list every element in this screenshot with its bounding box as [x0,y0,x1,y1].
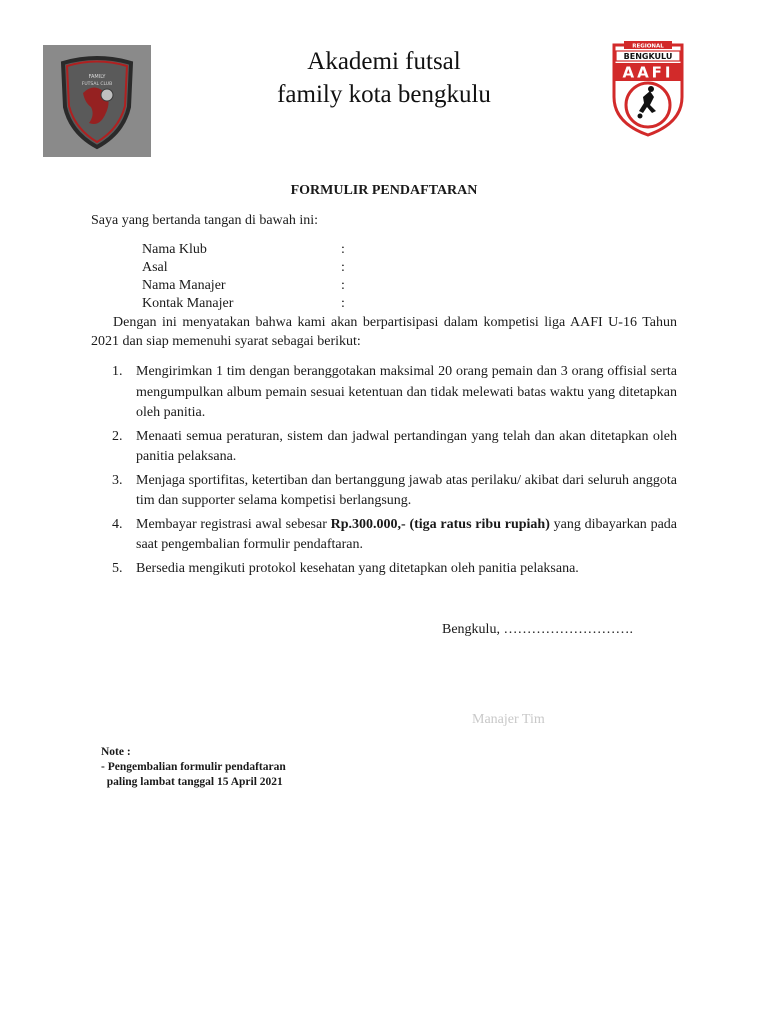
form-title: FORMULIR PENDAFTARAN [290,183,478,198]
aafi-badge-icon [610,39,686,137]
list-number: 3. [112,472,123,488]
list-number: 1. [112,364,123,379]
list-number: 2. [112,428,123,444]
list-number: 4. [112,516,123,532]
field-label-kontak-manajer: Kontak Manajer [142,296,234,311]
list-item-text: Bersedia mengikuti protokol kesehatan yang ditetapkan oleh panitia pelaksana. [136,560,579,576]
field-colon: : [341,296,345,311]
list-item-text-after: yang dibayarkan pada saat pengembalian formulir pendaftaran. [136,516,677,552]
field-colon: : [341,260,345,275]
intro-text: Saya yang bertanda tangan di bawah ini: [91,213,319,228]
logo-text-bottom: FUTSAL CLUB [81,82,113,87]
header-title-line1: Akademi futsal [307,48,461,75]
signer-label: Manajer Tim [472,712,545,727]
list-number: 5. [112,560,123,576]
terms-list [91,362,677,582]
list-item [91,427,677,468]
list-item [91,471,677,512]
badge-regional-text: REGIONAL [632,43,664,50]
badge-letters-text: AAFI [622,63,674,82]
list-item-text: Menjaga sportifitas, ketertiban dan bertanggung jawab atas perilaku/ akibat dari seluruh anggota tim dan supporter selama kompetisi berlangsung. [136,472,677,508]
statement-paragraph: Dengan ini menyatakan bahwa kami akan berpartisipasi dalam kompetisi liga AAFI U-16 Tahun 2021 dan siap memenuhi syarat sebagai berikut: [91,315,677,349]
note-line: - Pengembalian formulir pendaftaran [101,761,286,773]
list-item [91,559,677,580]
list-item-text: Menaati semua peraturan, sistem dan jadwal pertandingan yang telah dan akan ditetapkan oleh panitia pelaksana. [136,428,677,464]
field-label-nama-manajer: Nama Manajer [142,278,226,293]
header-title-line2: family kota bengkulu [277,81,491,108]
field-colon: : [341,242,345,257]
family-futsal-club-logo [43,45,151,157]
field-label-nama-klub: Nama Klub [142,242,207,257]
note-heading: Note : [101,746,131,758]
shield-crest-icon [43,45,151,157]
logo-text-top: FAMILY [88,74,106,80]
registration-fee: Rp.300.000,- (tiga ratus ribu rupiah) [330,516,550,532]
list-item-text: Mengirimkan 1 tim dengan beranggotakan maksimal 20 orang pemain dan 3 orang offisial serta mengumpulkan album pemain sesuai ketentuan dan tidak melewati batas waktu yang ditetapkan oleh panitia. [136,364,677,420]
aafi-bengkulu-logo [610,39,686,137]
note-block [101,745,286,790]
note-line: paling lambat tanggal 15 April 2021 [101,776,283,788]
place-date: Bengkulu, ………………………. [442,622,633,637]
field-colon: : [341,278,345,293]
list-item [91,515,677,556]
list-item [91,362,677,424]
badge-city-text: BENGKULU [623,52,673,61]
list-item-text-before: Membayar registrasi awal sebesar [136,516,331,532]
field-label-asal: Asal [142,260,168,275]
